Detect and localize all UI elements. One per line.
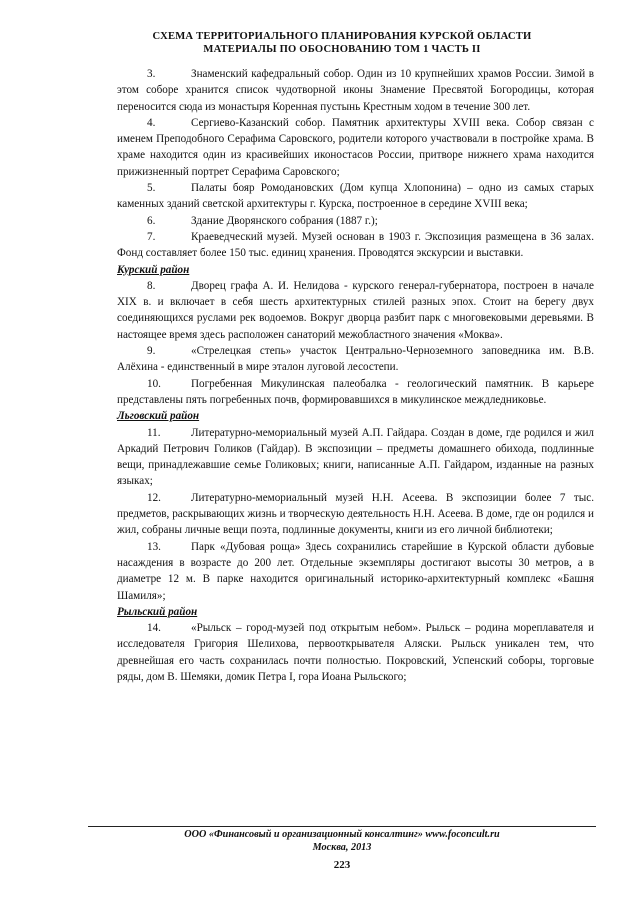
district-heading-rylsk: Рыльский район xyxy=(117,605,198,618)
item-number: 7. xyxy=(147,230,156,243)
list-item xyxy=(117,425,594,490)
item-number: 3. xyxy=(147,68,156,80)
item-text: Знаменский кафедральный собор. Один из 10 крупнейших храмов России. Зимой в этом соборе хранится список чудотворной иконы Знамение Пресвятой Богородицы, которая переносится сюда из монастыря Коренная пустынь Крестным ходом в течение 300 лет. xyxy=(117,68,594,113)
page-footer xyxy=(88,828,596,854)
item-text: Литературно-мемориальный музей Н.Н. Асеева. В экспозиции более 7 тыс. предметов, раскрывающих жизнь и творческую деятельность Н.Н. Асеева. В доме, где он родился и жил, собраны личные вещи поэта, подлинные документы, книги из его личной библиотеки; xyxy=(117,491,594,537)
list-item xyxy=(117,66,594,115)
district-heading-lgov: Льговский район xyxy=(117,410,200,423)
page-number: 223 xyxy=(333,859,351,871)
item-number: 8. xyxy=(147,279,156,292)
item-number: 5. xyxy=(147,182,156,195)
item-text: Краеведческий музей. Музей основан в 1903 г. Экспозиция размещена в 36 залах. Фонд составляет более 150 тыс. единиц хранения. Проводятся экскурсии и выставки. xyxy=(117,230,594,260)
footer-city-year: Москва, 2013 xyxy=(312,842,372,853)
item-number: 10. xyxy=(147,377,161,390)
list-item xyxy=(117,180,594,213)
item-text: Сергиево-Казанский собор. Памятник архитектуры XVIII века. Собор связан с именем Преподобного Серафима Саровского, родители которого участвовали в постройке храма. В храме находится один из красивейших иконостасов России, притворе нижнего храма находится прижизненный портрет Серафима Саровского; xyxy=(117,116,594,178)
item-number: 13. xyxy=(147,540,161,553)
list-item xyxy=(117,343,594,376)
item-number: 9. xyxy=(147,345,156,358)
item-text: «Стрелецкая степь» участок Центрально-Черноземного заповедника им. В.В. Алёхина - единственный в мире эталон луговой лесостепи. xyxy=(117,345,594,374)
item-number: 12. xyxy=(147,491,161,504)
item-number: 6. xyxy=(147,214,156,227)
page-header xyxy=(88,30,596,56)
list-item xyxy=(117,213,594,229)
item-number: 11. xyxy=(147,426,161,439)
item-text: «Рыльск – город-музей под открытым небом». Рыльск – родина мореплавателя и исследователя Григория Шелихова, первооткрывателя Аляски. Рыльск уникален тем, что древнейшая его часть сохранилась почти полностью. Покровский, Успенский соборы, торговые ряды, дом В. Шемяки, домик Петра I, гора Иоана Рыльского; xyxy=(117,622,594,683)
item-text: Парк «Дубовая роща» Здесь сохранились старейшие в Курской области дубовые насаждения в возрасте до 200 лет. Отдельные экземпляры достигают высоты 30 метров, а в диаметре 12 м. В парке находится оригинальный историко-архитектурный комплекс «Башня Шамиля»; xyxy=(117,540,594,602)
district-heading-kursk: Курский район xyxy=(117,263,190,276)
item-number: 4. xyxy=(147,116,156,129)
list-item xyxy=(117,376,594,409)
list-item xyxy=(117,278,594,343)
document-body xyxy=(117,66,594,685)
header-title: СХЕМА ТЕРРИТОРИАЛЬНОГО ПЛАНИРОВАНИЯ КУРСКОЙ ОБЛАСТИ xyxy=(152,31,532,42)
item-text: Дворец графа А. И. Нелидова - курского генерал-губернатора, построен в начале XIX в. и включает в себя шесть архитектурных стилей разных эпох. Стоит на берегу двух соединяющихся руслами рек водоемов. Вокруг дворца разбит парк с многовековыми деревьями. В настоящее время здесь расположен санаторий межобластного значения «Моква». xyxy=(117,279,594,341)
item-text: Здание Дворянского собрания (1887 г.); xyxy=(191,214,378,227)
item-number: 14. xyxy=(147,622,161,635)
list-item xyxy=(117,539,594,604)
item-text: Палаты бояр Ромодановских (Дом купца Хлопонина) – одно из самых старых каменных зданий светской архитектуры г. Курска, построенное в середине XVIII века; xyxy=(117,182,594,211)
footer-company: ООО «Финансовый и организационный консалтинг» www.foconcult.ru xyxy=(184,829,500,840)
item-text: Литературно-мемориальный музей А.П. Гайдара. Создан в доме, где родился и жил Аркадий Петрович Голиков (Гайдар). В экспозиции – предметы домашнего обихода, подлинные вещи, принадлежавшие семье Голиковых; книги, написанные А.П. Гайдаром, изданные на разных языках; xyxy=(117,426,594,488)
list-item xyxy=(117,229,594,262)
header-subtitle: МАТЕРИАЛЫ ПО ОБОСНОВАНИЮ ТОМ 1 ЧАСТЬ II xyxy=(203,44,481,55)
list-item xyxy=(117,490,594,539)
footer-divider xyxy=(88,826,596,827)
list-item xyxy=(117,115,594,180)
list-item xyxy=(117,620,594,685)
item-text: Погребенная Микулинская палеобалка - геологический памятник. В карьере представлены пять погребенных почв, формировавшихся в микулинское междледниковье. xyxy=(117,377,594,406)
